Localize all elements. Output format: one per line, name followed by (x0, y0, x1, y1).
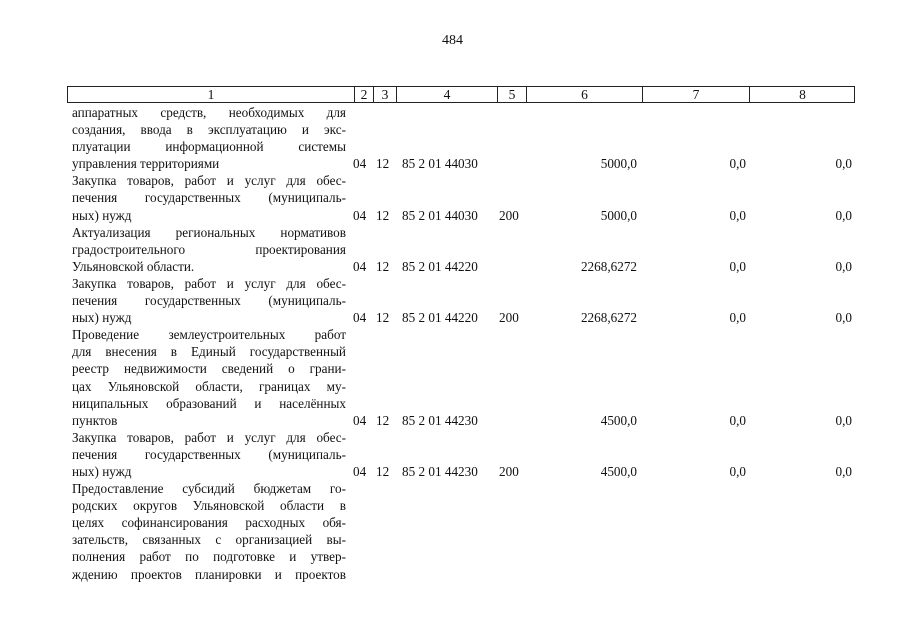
header-col-7: 7 (642, 87, 749, 102)
row-description (72, 224, 346, 275)
description-line: цах Ульяновской области, границах му- (72, 378, 346, 394)
table-row (0, 172, 905, 223)
subsection-cell: 12 (376, 207, 390, 223)
amount-col-7: 0,0 (729, 310, 746, 326)
amount-col-8: 0,0 (835, 207, 852, 223)
target-code-cell: 85 2 01 44220 (402, 258, 478, 274)
subsection-cell: 12 (376, 412, 390, 428)
amount-col-8: 0,0 (835, 463, 852, 479)
amount-col-6: 4500,0 (600, 463, 637, 479)
amount-col-8: 0,0 (835, 310, 852, 326)
amount-col-7: 0,0 (729, 258, 746, 274)
expense-type-cell: 200 (499, 310, 519, 326)
amount-col-6: 4500,0 (600, 412, 637, 428)
description-line: управления территориями (72, 156, 220, 172)
section-cell: 04 (353, 463, 367, 479)
table-row (0, 104, 905, 172)
target-code-cell: 85 2 01 44030 (402, 207, 478, 223)
description-line: плуатации информационной системы (72, 139, 346, 155)
description-line: Закупка товаров, работ и услуг для обес- (72, 429, 346, 445)
row-description (72, 480, 346, 583)
description-line: ных) нужд (72, 463, 132, 479)
row-description (72, 104, 346, 172)
subsection-cell: 12 (376, 463, 390, 479)
target-code-cell: 85 2 01 44220 (402, 310, 478, 326)
description-line: создания, ввода в эксплуатацию и экс- (72, 122, 346, 138)
row-description (72, 326, 346, 429)
description-line: родских округов Ульяновской области в (72, 498, 346, 514)
amount-col-8: 0,0 (835, 412, 852, 428)
description-line: ждению проектов планировки и проектов (72, 566, 346, 582)
description-line: целях софинансирования расходных обя- (72, 515, 346, 531)
amount-col-6: 5000,0 (600, 156, 637, 172)
table-body (0, 104, 905, 583)
description-line: Предоставление субсидий бюджетам го- (72, 481, 346, 497)
section-cell: 04 (353, 412, 367, 428)
description-line: Ульяновской области. (72, 258, 195, 274)
table-row (0, 224, 905, 275)
description-line: градостроительного проектирования (72, 241, 346, 257)
description-line: зательств, связанных с организацией вы- (72, 532, 346, 548)
description-line: Проведение землеустроительных работ (72, 327, 346, 343)
amount-col-6: 2268,6272 (580, 258, 637, 274)
description-line: печения государственных (муниципаль- (72, 293, 346, 309)
description-line: полнения работ по подготовке и утвер- (72, 549, 346, 565)
table-header (67, 86, 855, 103)
description-line: аппаратных средств, необходимых для (72, 105, 346, 120)
description-line: ных) нужд (72, 310, 132, 326)
target-code-cell: 85 2 01 44030 (402, 156, 478, 172)
section-cell: 04 (353, 310, 367, 326)
subsection-cell: 12 (376, 258, 390, 274)
row-description (72, 429, 346, 480)
header-col-3: 3 (373, 87, 396, 102)
description-line: реестр недвижимости сведений о грани- (72, 361, 346, 377)
description-line: Закупка товаров, работ и услуг для обес- (72, 173, 346, 189)
amount-col-7: 0,0 (729, 156, 746, 172)
header-col-5: 5 (497, 87, 526, 102)
row-description (72, 275, 346, 326)
table-row (0, 275, 905, 326)
target-code-cell: 85 2 01 44230 (402, 463, 478, 479)
description-line: пунктов (72, 412, 118, 428)
table-row (0, 429, 905, 480)
header-col-2: 2 (354, 87, 373, 102)
section-cell: 04 (353, 156, 367, 172)
description-line: ных) нужд (72, 207, 132, 223)
amount-col-7: 0,0 (729, 463, 746, 479)
description-line: Закупка товаров, работ и услуг для обес- (72, 275, 346, 291)
amount-col-6: 2268,6272 (580, 310, 637, 326)
description-line: ниципальных образований и населённых (72, 395, 346, 411)
description-line: для внесения в Единый государственный (72, 344, 346, 360)
subsection-cell: 12 (376, 310, 390, 326)
amount-col-8: 0,0 (835, 156, 852, 172)
section-cell: 04 (353, 207, 367, 223)
description-line: печения государственных (муниципаль- (72, 190, 346, 206)
table-row (0, 480, 905, 583)
amount-col-7: 0,0 (729, 207, 746, 223)
table-row (0, 326, 905, 429)
header-col-4: 4 (396, 87, 497, 102)
page-number: 484 (442, 33, 463, 48)
amount-col-8: 0,0 (835, 258, 852, 274)
header-col-8: 8 (749, 87, 855, 102)
amount-col-7: 0,0 (729, 412, 746, 428)
target-code-cell: 85 2 01 44230 (402, 412, 478, 428)
section-cell: 04 (353, 258, 367, 274)
header-col-6: 6 (526, 87, 642, 102)
description-line: печения государственных (муниципаль- (72, 446, 346, 462)
row-description (72, 172, 346, 223)
expense-type-cell: 200 (499, 463, 519, 479)
description-line: Актуализация региональных нормативов (72, 224, 346, 240)
amount-col-6: 5000,0 (600, 207, 637, 223)
subsection-cell: 12 (376, 156, 390, 172)
header-col-1: 1 (207, 87, 215, 102)
expense-type-cell: 200 (499, 207, 519, 223)
